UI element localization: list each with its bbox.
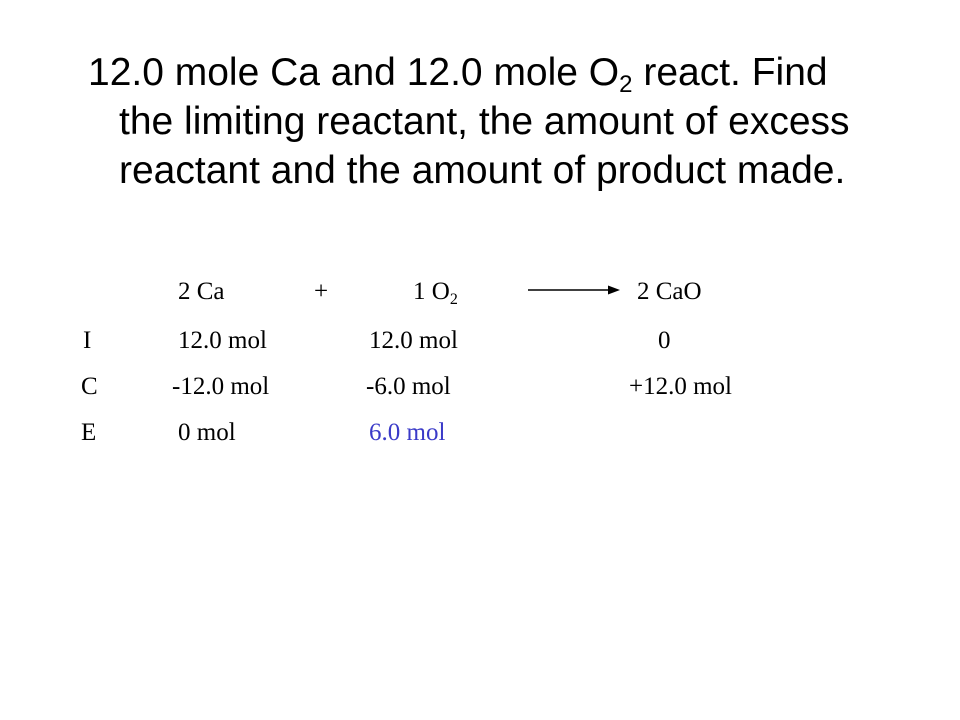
- equation-product-cao: 2 CaO: [637, 278, 702, 305]
- ice-row-label: I: [83, 327, 92, 354]
- equation-o2-subscript: 2: [449, 291, 458, 308]
- problem-line-3: reactant and the amount of product made.: [119, 149, 846, 192]
- problem-line-1: [88, 48, 908, 97]
- ice-cell-o2-excess: 6.0 mol: [369, 419, 446, 446]
- ice-row-label: C: [81, 373, 98, 400]
- equation-plus: +: [314, 278, 329, 305]
- problem-line-2: the limiting reactant, the amount of excess: [119, 100, 850, 143]
- ice-row-label: E: [81, 419, 97, 446]
- ice-cell-ca: 12.0 mol: [178, 327, 267, 354]
- problem-statement: [88, 48, 908, 195]
- ice-cell-ca: -12.0 mol: [172, 373, 270, 400]
- ice-cell-ca: 0 mol: [178, 419, 236, 446]
- o2-subscript: 2: [619, 71, 633, 98]
- equation-reactant-o2: [413, 277, 458, 307]
- problem-line-1-end: react. Find: [632, 51, 828, 94]
- equation-reactant-ca: 2 Ca: [178, 278, 225, 305]
- ice-cell-o2: -6.0 mol: [366, 373, 451, 400]
- ice-cell-o2: 12.0 mol: [369, 327, 458, 354]
- ice-cell-cao: 0: [658, 327, 671, 354]
- ice-cell-cao: +12.0 mol: [629, 373, 732, 400]
- problem-line-1-text: 12.0 mole Ca and 12.0 mole O: [88, 51, 620, 94]
- reaction-arrow-icon: [528, 284, 620, 296]
- equation-reactant-o2-text: 1 O: [413, 278, 450, 305]
